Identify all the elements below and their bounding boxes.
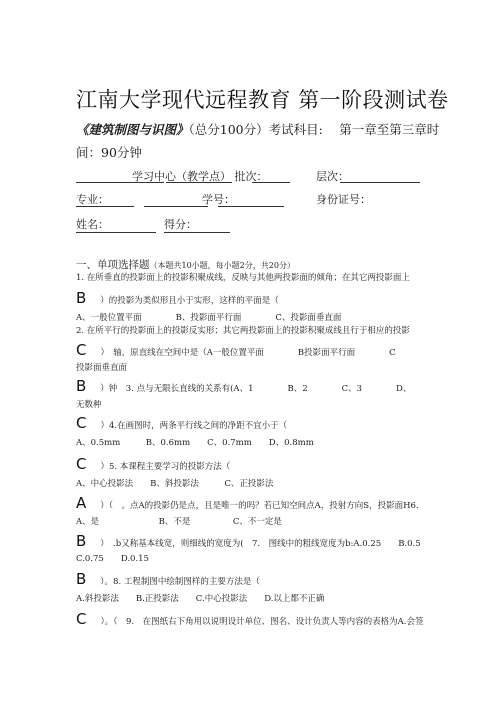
answer-row-6	[76, 494, 419, 512]
answer-row-8-text: ）。8. 工程制图中绘制图样的主要方法是（	[100, 577, 260, 587]
batch-underline-2	[252, 182, 290, 183]
options-7: C.0.75 D.0.15	[76, 554, 149, 564]
answer-row-4-text: ）4.在画图时，两条平行线之间的净距不宜小于（	[100, 421, 288, 431]
section-heading	[76, 257, 295, 272]
learning-center-label: 学习中心（教学点） 批次：	[132, 170, 268, 183]
answer-row-3-text: ）钟 3. 点与无限长直线的关系有(A、1 B、2 C、3 D、	[100, 384, 412, 394]
answer-row-5	[76, 455, 230, 473]
answer-row-4	[76, 414, 287, 432]
answer-8: B	[76, 570, 87, 588]
answer-row-9	[76, 610, 423, 628]
answer-4: C	[76, 414, 87, 432]
options-2: 投影面垂直面	[76, 363, 128, 373]
answer-5: C	[76, 455, 87, 473]
student-id-label: 学号：	[202, 193, 235, 206]
question-1: 1. 在所垂直的投影面上的投影积聚成线，反映与其他两投影面的倾角；在其它两投影面上	[76, 273, 410, 283]
answer-7: B	[76, 532, 87, 550]
exam-title: 江南大学现代远程教育 第一阶段测试卷	[76, 88, 449, 112]
options-1: A、一般位置平面 B、投影面平行面 C、投影面垂直面	[76, 313, 342, 323]
major-underline-2	[144, 206, 208, 207]
answer-row-1-text: ）的投影为类似形且小于实形，这样的平面是（	[100, 296, 279, 306]
options-8: A.斜投影法 B.正投影法 C.中心投影法 D.以上都不正确	[76, 594, 325, 604]
question-2: 2. 在所平行的投影面上的投影反实形；其它两投影面上的投影积聚成线且行于相应的投影	[76, 326, 410, 336]
score-label: 得分：	[164, 218, 197, 231]
answer-row-8	[76, 570, 260, 588]
answer-6: A	[76, 494, 87, 512]
answer-row-1	[76, 289, 279, 307]
answer-9: C	[76, 610, 87, 628]
student-id-underline	[218, 206, 284, 207]
answer-row-2-text: ） 轴，原直线在空间中是（A一般位置平面 B投影面平行面 C	[100, 348, 396, 358]
exam-duration: 间：90分钟	[76, 145, 142, 160]
course-line	[76, 120, 439, 138]
course-info: （总分100分）考试科目: 第一章至第三章时	[188, 122, 440, 137]
options-3: 无数种	[76, 400, 102, 410]
answer-row-6-text: ）（ 。点A的投影仍是点，且是唯一的吗？若已知空间点A，投射方向S，投影面H6.	[100, 501, 419, 511]
score-underline	[164, 232, 230, 233]
section-note: （本题共10小题，每小题2分，共20分）	[149, 261, 295, 270]
course-name: 《建筑制图与识图》	[76, 122, 189, 137]
batch-underline	[166, 182, 232, 183]
answer-row-7	[76, 532, 421, 550]
name-underline	[76, 232, 156, 233]
options-6: A、是 B、不是 C、不一定是	[76, 517, 282, 527]
options-5: A、中心投影法 B、斜投影法 C、正投影法	[76, 479, 274, 489]
answer-1: B	[76, 289, 87, 307]
level-label: 层次：	[316, 170, 349, 183]
answer-row-7-text: ） .b又称基本线宽，则细线的宽度为( 7. 图线中的粗线宽度为b:A.0.25 B.0.5	[100, 539, 421, 549]
id-card-label: 身份证号：	[316, 193, 371, 206]
answer-3: B	[76, 377, 87, 395]
answer-row-9-text: ）。（ 9. 在图纸右下角用以说明设计单位、图名、设计负责人等内容的表格为A.会签	[100, 617, 424, 627]
answer-row-5-text: ）5. 本课程主要学习的投影方法（	[100, 462, 231, 472]
answer-row-2	[76, 341, 396, 359]
options-4: A、0.5mm B、0.6mm C、0.7mm D、0.8mm	[76, 438, 314, 448]
section-title: 一、单项选择题	[76, 259, 150, 271]
answer-row-3	[76, 377, 411, 395]
name-label: 姓名：	[76, 218, 109, 231]
learning-center-underline	[76, 182, 164, 183]
major-underline	[76, 206, 134, 207]
major-label: 专业：	[76, 193, 109, 206]
level-underline	[340, 182, 420, 183]
answer-2: C	[76, 341, 87, 359]
